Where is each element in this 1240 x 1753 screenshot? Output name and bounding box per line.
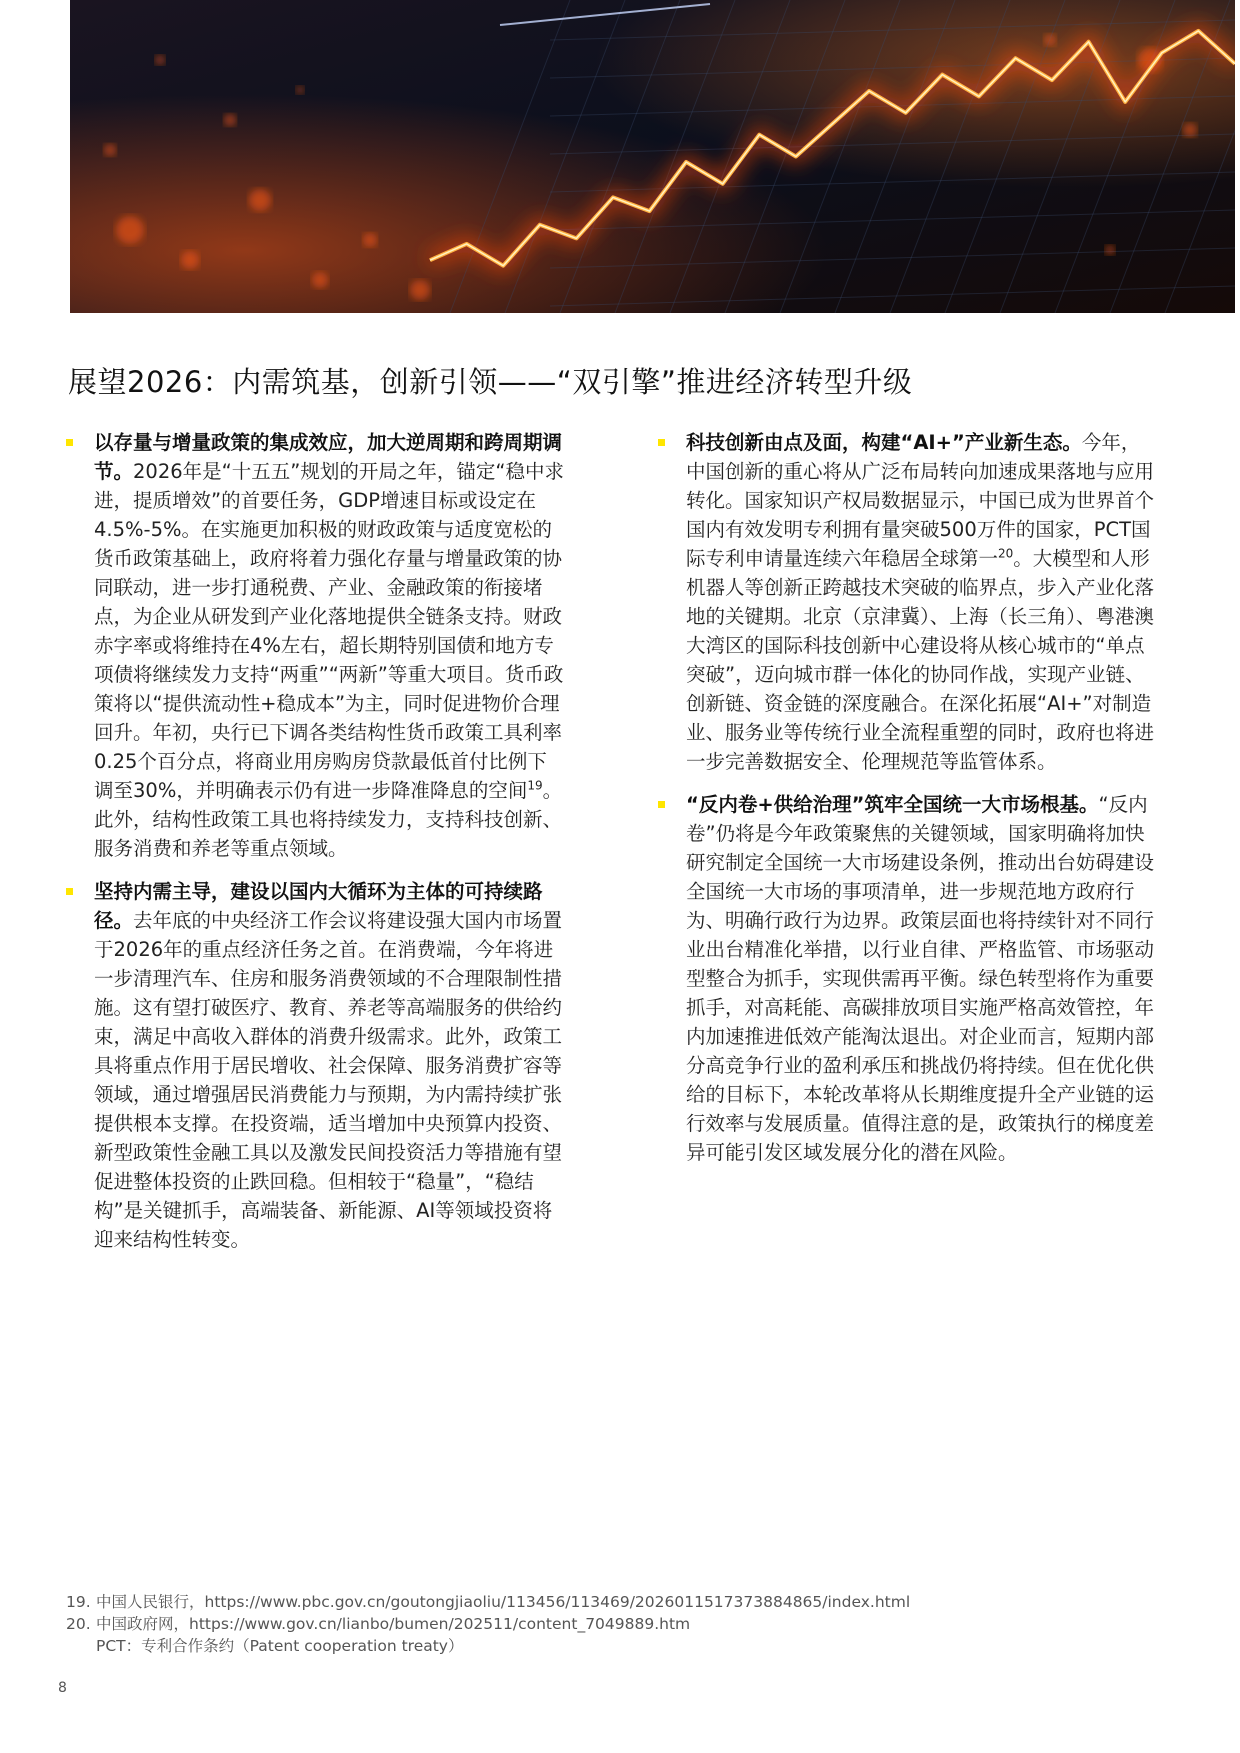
bokeh-light xyxy=(181,251,199,269)
bullet-text: 2026年是“十五五”规划的开局之年，锚定“稳中求进，提质增效”的首要任务，GDP增速目标或设定在4.5%-5%。在实施更加积极的财政政策与适度宽松的货币政策基础上，政府将着力强化存量与增量政策的协同联动，进一步打通税费、产业、金融政策的衔接堵点，为企业从研发到产业化落地提供全链条支持。财政赤字率或将维持在4%左右，超长期特别国债和地方专项债将继续发力支持“两重”“两新”等重大项目。货币政策将以“提供流动性+稳成本”为主，同时促进物价合理回升。年初，央行已下调各类结构性货币政策工具利率0.25个百分点，将商业用房购房贷款最低首付比例下调至30%，并明确表示仍有进一步降准降息的空间 xyxy=(94,460,564,802)
bullet-text: 今年，中国创新的重心将从广泛布局转向加速成果落地与应用转化。国家知识产权局数据显示，中国已成为世界首个国内有效发明专利拥有量突破500万件的国家，PCT国际专利申请量连续六年稳居全球第一 xyxy=(686,431,1155,570)
footnotes xyxy=(66,1591,1166,1657)
bullet-item xyxy=(656,428,1156,776)
hero-graphic xyxy=(70,0,1235,313)
bullet-lead: 坚持内需主导，建设以国内大循环为主体的可持续路径。 xyxy=(94,880,543,932)
right-column xyxy=(656,428,1156,1181)
bullet-text: 。此外，结构性政策工具也将持续发力，支持科技创新、服务消费和养老等重点领域。 xyxy=(94,779,563,860)
bokeh-light xyxy=(1183,123,1197,137)
bullet-paragraph xyxy=(94,877,564,1254)
bullet-marker xyxy=(658,801,665,808)
footnote-19 xyxy=(66,1591,1166,1613)
left-column xyxy=(64,428,564,1268)
footnote-link[interactable]: 中国政府网，https://www.gov.cn/lianbo/bumen/202511/content_7049889.htm xyxy=(96,1615,691,1633)
bullet-paragraph xyxy=(686,428,1156,776)
footnote-text: PCT：专利合作条约（Patent cooperation treaty） xyxy=(96,1637,464,1655)
page-number: 8 xyxy=(58,1680,67,1696)
bokeh-light xyxy=(104,144,116,156)
bullet-marker xyxy=(658,439,665,446)
footnote-number: 20. xyxy=(66,1615,91,1633)
footnote-20 xyxy=(66,1613,1166,1635)
bullet-item xyxy=(656,790,1156,1167)
bullet-paragraph xyxy=(686,790,1156,1167)
bullet-text: 去年底的中央经济工作会议将建设强大国内市场置于2026年的重点经济任务之首。在消费端，今年将进一步清理汽车、住房和服务消费领域的不合理限制性措施。这有望打破医疗、教育、养老等高端服务的供给约束，满足中高收入群体的消费升级需求。此外，政策工具将重点作用于居民增收、社会保障、服务消费扩容等领域，通过增强居民消费能力与预期，为内需持续扩张提供根本支撑。在投资端，适当增加中央预算内投资、新型政策性金融工具以及激发民间投资活力等措施有望促进整体投资的止跌回稳。但相较于“稳量”，“稳结构”是关键抓手，高端装备、新能源、AI等领域投资将迎来结构性转变。 xyxy=(94,909,563,1251)
bullet-lead: 科技创新由点及面，构建“AI+”产业新生态。 xyxy=(686,431,1082,454)
bullet-text: “反内卷”仍将是今年政策聚焦的关键领域，国家明确将加快研究制定全国统一大市场建设条例，推动出台妨碍建设全国统一大市场的事项清单，进一步规范地方政府行为、明确行政行为边界。政策层面也将持续针对不同行业出台精准化举措，以行业自律、严格监管、市场驱动型整合为抓手，实现供需再平衡。绿色转型将作为重要抓手，对高耗能、高碳排放项目实施严格高效管控，年内加速推进低效产能淘汰退出。对企业而言，短期内部分高竞争行业的盈利承压和挑战仍将持续。但在优化供给的目标下，本轮改革将从长期维度提升全产业链的运行效率与发展质量。值得注意的是，政策执行的梯度差异可能引发区域发展分化的潜在风险。 xyxy=(686,793,1155,1164)
hero-image xyxy=(70,0,1235,313)
bullet-paragraph xyxy=(94,428,564,863)
bokeh-light xyxy=(1105,245,1115,255)
footnote-pct xyxy=(66,1635,1166,1657)
bokeh-light xyxy=(296,86,304,94)
bokeh-light xyxy=(312,272,328,288)
footnote-link[interactable]: 中国人民银行，https://www.pbc.gov.cn/goutongjiaoliu/113456/113469/2026011517373884865/index.html xyxy=(96,1593,911,1611)
bullet-marker xyxy=(66,888,73,895)
footnote-number: 19. xyxy=(66,1593,91,1611)
bullet-marker xyxy=(66,439,73,446)
bokeh-light xyxy=(363,233,377,247)
bokeh-light xyxy=(155,55,165,65)
bullet-item xyxy=(64,877,564,1254)
bokeh-light xyxy=(249,189,271,211)
footnote-ref[interactable]: 20 xyxy=(998,546,1014,561)
bullet-lead: 以存量与增量政策的集成效应，加大逆周期和跨周期调节。 xyxy=(94,431,563,483)
page-title: 展望2026：内需筑基，创新引领——“双引擎”推进经济转型升级 xyxy=(68,365,913,399)
bullet-text: 。大模型和人形机器人等创新正跨越技术突破的临界点，步入产业化落地的关键期。北京（京津冀）、上海（长三角）、粤港澳大湾区的国际科技创新中心建设将从核心城市的“单点突破”，迈向城市群一体化的协同作战，实现产业链、创新链、资金链的深度融合。在深化拓展“AI+”对制造业、服务业等传统行业全流程重塑的同时，政府也将进一步完善数据安全、伦理规范等监管体系。 xyxy=(686,547,1155,773)
bokeh-light xyxy=(224,114,236,126)
bullet-item xyxy=(64,428,564,863)
bullet-lead: “反内卷+供给治理”筑牢全国统一大市场根基。 xyxy=(686,793,1099,816)
bokeh-light xyxy=(1044,34,1056,46)
footnote-ref[interactable]: 19 xyxy=(527,778,543,793)
bokeh-light xyxy=(410,280,430,300)
bokeh-light xyxy=(116,216,144,244)
